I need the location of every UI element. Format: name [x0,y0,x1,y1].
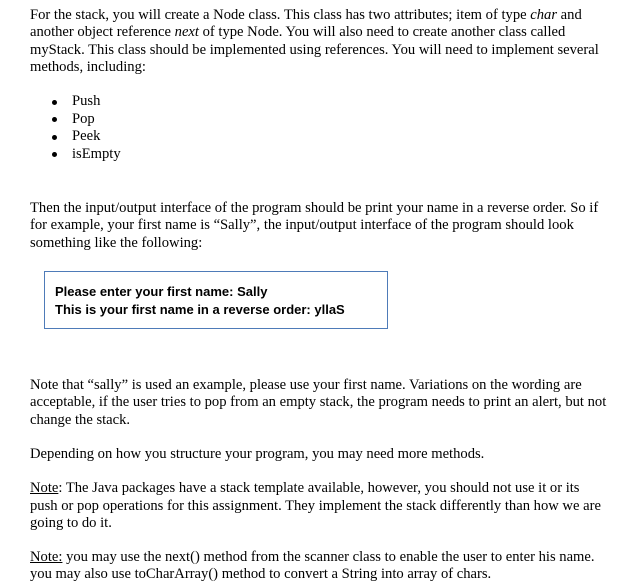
methods-list [30,93,610,163]
list-item [30,128,610,146]
method-label: Pop [72,110,95,127]
console-line-result: This is your first name in a reverse order: yllaS [55,302,345,318]
list-item [30,111,610,129]
note-scanner [30,549,610,584]
list-item [30,146,610,164]
methods-paragraph: Depending on how you structure your program, you may need more methods. [30,445,485,462]
intro-text-3: of type Node. You will also need to create another class called myStack. This class should be implemented using references. You will need to implement several methods, including: [30,24,599,75]
bullet-icon [52,135,57,140]
method-label: isEmpty [72,145,121,162]
console-output-box [44,271,388,329]
intro-paragraph [30,7,610,76]
io-paragraph: Then the input/output interface of the program should be print your name in a reverse order. So if for example, your first name is “Sally”, the input/output interface of the program should look something like the following: [30,200,599,251]
intro-text-2: and another object reference [30,7,582,41]
note-paragraph: Note that “sally” is used an example, please use your first name. Variations on the wording are acceptable, if the user tries to pop from an empty stack, the program needs to print an alert, but not change the stack. [30,377,607,428]
note-text: you may use the next() method from the scanner class to enable the user to enter his name. you may also use toCharArray() method to convert a String into array of chars. [30,549,595,583]
note-text: : The Java packages have a stack template available, however, you should not use it or its push or pop operations for this assignment. They implement the stack differently than how we are going to do it. [30,480,601,531]
note-label: Note: [30,549,63,566]
intro-text-1: For the stack, you will create a Node class. This class has two attributes; item of type [30,7,531,23]
method-label: Peek [72,128,101,145]
list-item [30,93,610,111]
bullet-icon [52,152,57,157]
document-page [30,7,610,584]
method-label: Push [72,93,101,110]
note-java-packages [30,480,610,532]
bullet-icon [52,117,57,122]
intro-emphasis-next: next [174,24,199,41]
intro-emphasis-char: char [530,7,558,23]
console-line-prompt: Please enter your first name: Sally [55,284,268,300]
note-label: Note [30,480,59,497]
bullet-icon [52,100,57,105]
